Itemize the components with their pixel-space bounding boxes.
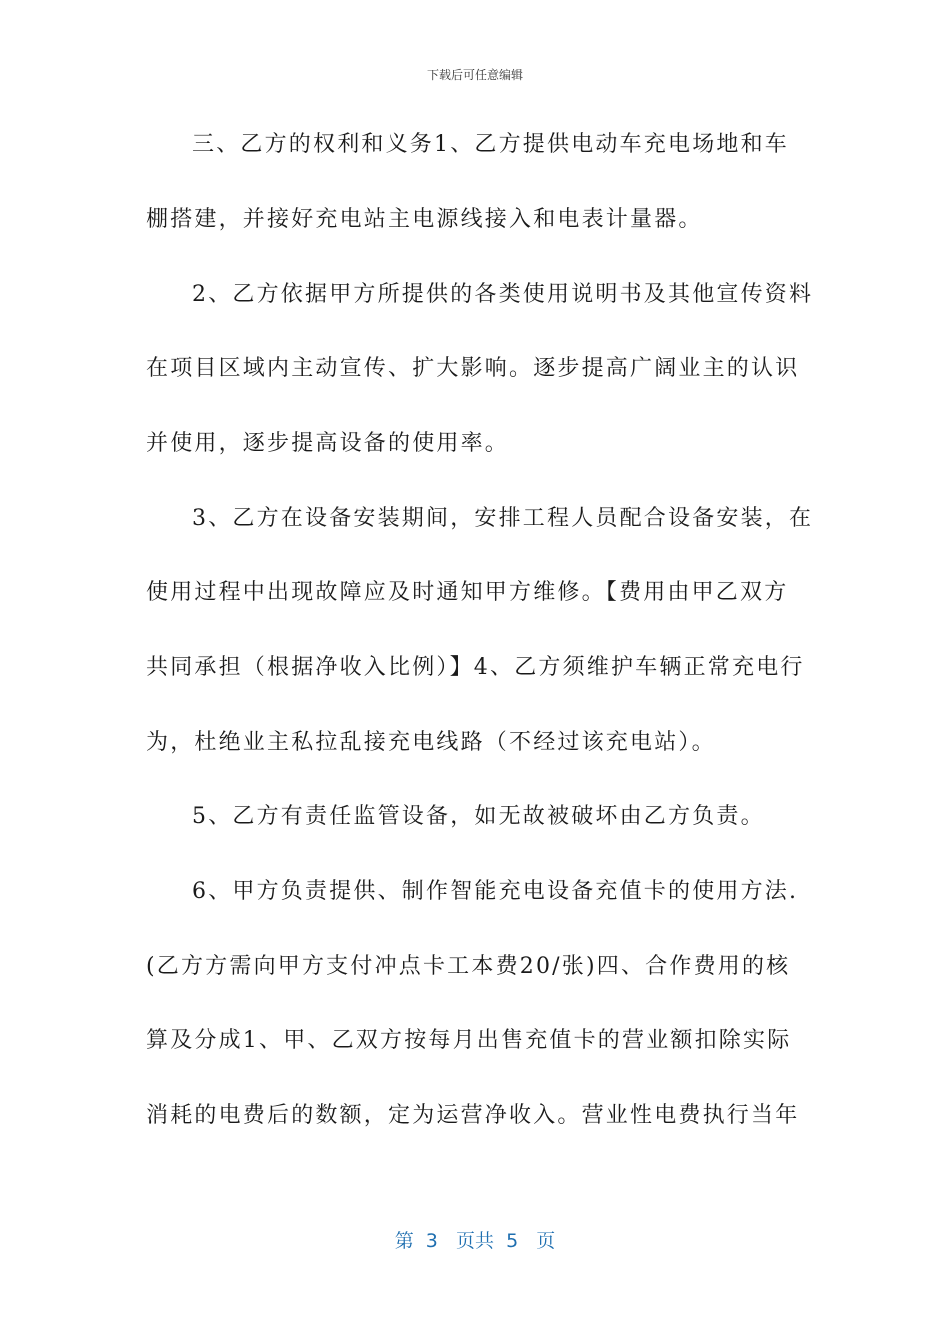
text-line: (乙方方需向甲方支付冲点卡工本费20/张)四、合作费用的核 [146, 954, 791, 979]
text-line: 在项目区域内主动宣传、扩大影响。逐步提高广阔业主的认识 [146, 356, 800, 381]
text-line: 使用过程中出现故障应及时通知甲方维修。【费用由甲乙双方 [146, 580, 789, 605]
page-number: 第 3 页共 5 页 [394, 1230, 556, 1252]
text-line: 5、乙方有责任监管设备，如无故被破坏由乙方负责。 [192, 804, 765, 829]
text-line: 3、乙方在设备安装期间，安排工程人员配合设备安装，在 [192, 506, 814, 531]
download-note: 下载后可任意编辑 [426, 68, 523, 82]
text-line: 三、乙方的权利和义务1、乙方提供电动车充电场地和车 [192, 132, 789, 157]
text-line: 并使用，逐步提高设备的使用率。 [146, 431, 510, 456]
text-line: 算及分成1、甲、乙双方按每月出售充值卡的营业额扣除实际 [146, 1028, 792, 1053]
text-line: 6、甲方负责提供、制作智能充电设备充值卡的使用方法. [192, 879, 799, 904]
text-line: 为，杜绝业主私拉乱接充电线路（不经过该充电站）。 [146, 730, 716, 755]
text-line: 2、乙方依据甲方所提供的各类使用说明书及其他宣传资料 [192, 282, 814, 307]
text-line: 消耗的电费后的数额，定为运营净收入。营业性电费执行当年 [146, 1103, 800, 1128]
text-line: 棚搭建，并接好充电站主电源线接入和电表计量器。 [146, 207, 703, 232]
text-line: 共同承担（根据净收入比例）】4、乙方须维护车辆正常充电行 [146, 655, 805, 680]
